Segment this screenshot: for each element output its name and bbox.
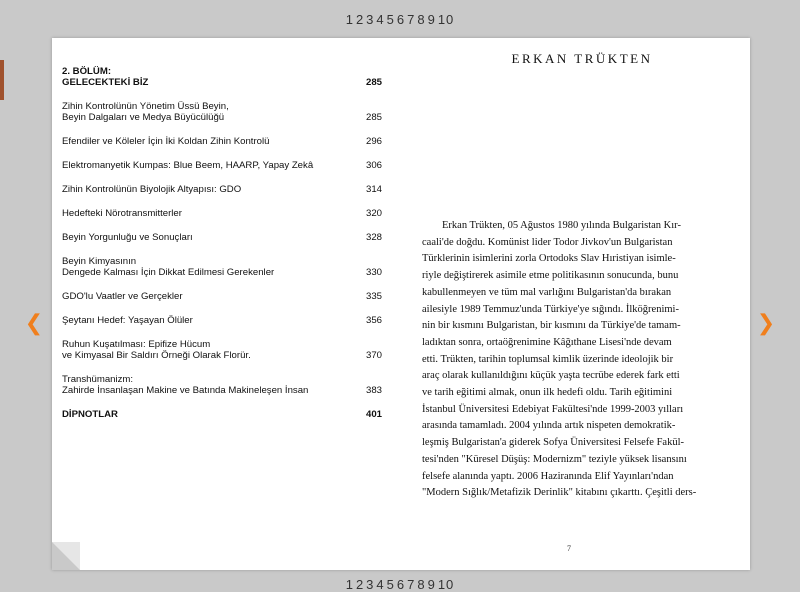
toc-title: Beyin Kimyasının Dengede Kalması İçin Dikkat Edilmesi Gerekenler (62, 256, 275, 278)
toc-page: 383 (365, 385, 382, 396)
bio-line: felsefe alanında yaptı. 2006 Haziranında Elif Yayınları'ndan (422, 470, 674, 482)
bio-line: tesi'nden "Küresel Düşüş: Modernizm" teziyle yüksek lisansını (422, 453, 687, 465)
toc-title: Beyin Yorgunluğu ve Sonuçları (62, 232, 193, 243)
bio-line: nin bir kısmını Bulgaristan, bir kısmını da Türkiye'de tamam- (422, 320, 681, 332)
toc-title: GDO'lu Vaatler ve Gerçekler (62, 291, 183, 302)
bio-line: Türklerinin isimlerini zorla Ortodoks Slav Hıristiyan isimle- (422, 253, 676, 265)
page-link-10[interactable]: 10 (437, 577, 455, 592)
toc-page: 285 (365, 112, 382, 123)
toc-entry (62, 256, 382, 278)
toc-entry (62, 208, 382, 219)
toc-entry (62, 160, 382, 171)
page-link-2[interactable]: 2 (355, 577, 365, 592)
bio-line: İstanbul Üniversitesi Edebiyat Fakültesi'nde 1999-2003 yılları (422, 403, 684, 415)
background-edge (0, 60, 4, 100)
bio-line: "Modern Sığlık/Metafizik Derinlik" kitabını çıkarttı. Çeşitli ders- (422, 487, 697, 499)
page-number: 7 (567, 544, 571, 553)
toc-entry (62, 315, 382, 326)
toc-title: Elektromanyetik Kumpas: Blue Beem, HAARP, Yapay Zekâ (62, 160, 314, 171)
toc-page: 330 (365, 267, 382, 278)
toc-title: Zihin Kontrolünün Yönetim Üssü Beyin, Beyin Dalgaları ve Medya Büyücülüğü (62, 101, 229, 123)
page-link-8[interactable]: 8 (417, 12, 426, 27)
page-link-10[interactable]: 10 (437, 12, 455, 27)
toc-title: Ruhun Kuşatılması: Epifize Hücum ve Kimyasal Bir Saldırı Örneği Olarak Florür. (62, 339, 251, 361)
toc-page: 335 (365, 291, 382, 302)
bio-line: arasında tamamladı. 2004 yılında artık nispeten demokratik- (422, 420, 676, 432)
toc-title: DİPNOTLAR (62, 409, 118, 420)
page-link-6[interactable]: 6 (396, 12, 406, 27)
bio-line: Erkan Trükten, 05 Ağustos 1980 yılında Bulgaristan Kır- (442, 220, 681, 231)
page-link-8[interactable]: 8 (417, 577, 426, 592)
page-link-4[interactable]: 4 (376, 577, 385, 592)
page-link-3[interactable]: 3 (366, 577, 375, 592)
toc-page: 306 (365, 160, 382, 171)
toc-entry (62, 101, 382, 123)
toc-page: 285 (365, 77, 382, 88)
book-spread (52, 38, 750, 570)
page-link-5[interactable]: 5 (386, 12, 395, 27)
page-link-2[interactable]: 2 (355, 12, 365, 27)
toc-entry (62, 66, 382, 88)
author-bio (422, 218, 738, 502)
bio-line: riyle değiştirerek asimile etme politikasının sonucunda, bunu (422, 270, 679, 282)
toc-page: 328 (365, 232, 382, 243)
toc-entry (62, 339, 382, 361)
page-link-1[interactable]: 1 (345, 12, 354, 27)
author-heading: ERKAN TRÜKTEN (511, 51, 653, 66)
toc-page: 296 (365, 136, 382, 147)
toc-page: 356 (365, 315, 382, 326)
pagination-top (0, 12, 800, 27)
page-link-1[interactable]: 1 (345, 577, 354, 592)
page-link-9[interactable]: 9 (427, 577, 436, 592)
page-curl[interactable] (52, 542, 80, 570)
bio-line: ve tarih eğitimi almak, onun ilk hedefi oldu. Tarih eğitimini (422, 387, 673, 399)
bio-line: etti. Trükten, tarihin toplumsal kimlik üzerinde ideolojik bir (422, 353, 674, 365)
toc-title: Transhümanizm: Zahirde İnsanlaşan Makine ve Batında Makineleşen İnsan (62, 374, 309, 396)
page-link-3[interactable]: 3 (366, 12, 375, 27)
toc-title: Hedefteki Nörotransmitterler (62, 208, 182, 219)
toc-title: Şeytanı Hedef: Yaşayan Ölüler (62, 315, 193, 326)
page-link-4[interactable]: 4 (376, 12, 385, 27)
toc-title: Zihin Kontrolünün Biyolojik Altyapısı: GDO (62, 184, 242, 195)
bio-line: caali'de doğdu. Komünist lider Todor Jivkov'un Bulgaristan (422, 236, 673, 248)
bio-line: leşmiş Bulgaristan'a giderek Sofya Üniversitesi Felsefe Fakül- (422, 437, 685, 449)
toc-entry (62, 409, 382, 420)
page-link-7[interactable]: 7 (407, 12, 416, 27)
page-link-5[interactable]: 5 (386, 577, 395, 592)
table-of-contents (62, 66, 382, 433)
toc-title: 2. BÖLÜM: GELECEKTEKİ BİZ (62, 66, 149, 88)
toc-entry (62, 184, 382, 195)
bio-line: ladıktan sonra, ortaöğrenimine Kâğıthane Lisesi'nde devam (422, 336, 672, 348)
toc-entry (62, 232, 382, 243)
next-page-arrow-icon[interactable]: ❯ (756, 311, 776, 336)
toc-entry (62, 291, 382, 302)
prev-page-arrow-icon[interactable]: ❮ (24, 311, 44, 336)
page-link-6[interactable]: 6 (396, 577, 406, 592)
toc-entry (62, 374, 382, 396)
bio-line: araç olarak kullanıldığını küçük yaşta tecrübe ederek fark etti (422, 370, 680, 382)
toc-page: 401 (365, 409, 382, 420)
toc-page: 314 (365, 184, 382, 195)
toc-title: Efendiler ve Köleler İçin İki Koldan Zihin Kontrolü (62, 136, 270, 147)
toc-page: 320 (365, 208, 382, 219)
page-link-7[interactable]: 7 (407, 577, 416, 592)
bio-line: kabullenmeyen ve tüm mal varlığını Bulgaristan'da bırakan (422, 286, 672, 298)
bio-line: ailesiyle 1989 Temmuz'unda Türkiye'ye sığındı. İlköğrenimi- (422, 303, 679, 315)
page-link-9[interactable]: 9 (427, 12, 436, 27)
toc-page: 370 (365, 350, 382, 361)
toc-entry (62, 136, 382, 147)
pagination-bottom (0, 577, 800, 592)
